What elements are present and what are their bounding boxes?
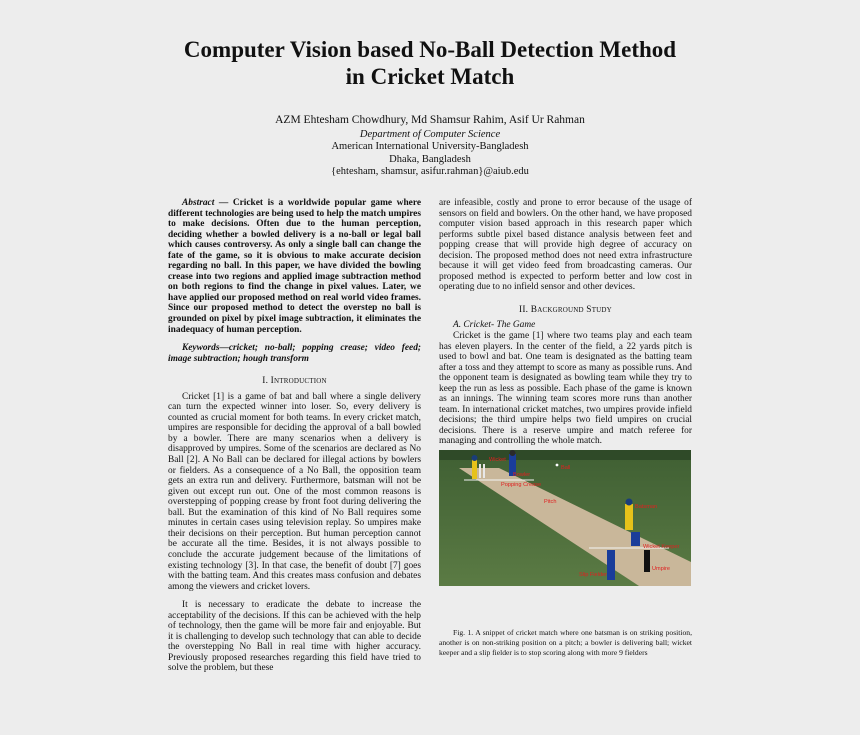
- author-department: Department of Computer Science: [359, 128, 501, 140]
- label-umpire: Umpire: [652, 566, 671, 573]
- intro-continuation: are infeasible, costly and prone to error because of the usage of sensors on field and bowlers. On the other hand, we have proposed computer vision based approach in this research paper which performs subtle pixel based distance analysis between feet and popping crease that will provide high degree of accuracy on decision. The proposed method does not need extra infrastructure because it will get video feed from broadcasting cameras. Our proposed method is expected to perform better and low cost in operating due to no infield sensor and other devices.: [439, 198, 692, 293]
- subsection-a-heading: A. Cricket- The Game: [453, 320, 536, 331]
- label-ball: Ball: [561, 465, 571, 472]
- abstract: [168, 198, 421, 335]
- section-2-heading: II. Background Study: [519, 304, 612, 315]
- author-block: [180, 114, 680, 179]
- label-wicket: Wicket: [489, 457, 506, 464]
- author-names: AZM Ehtesham Chowdhury, Md Shamsur Rahim, Asif Ur Rahman: [275, 114, 585, 126]
- section-1-heading: I. Introduction: [262, 376, 327, 387]
- intro-paragraph-1: Cricket [1] is a game of bat and ball where a single delivery can turn the expected winner into loser. So, every delivery is counted as crucial moment for both teams. In every cricket match, umpires are responsible for deciding the approval of a ball bowled by a bowler. There are many scenarios when a delivery is disapproved by umpires. Some of the scenarios are declared as No Ball [2]. A No Ball can be declared for illegal actions by bowlers or fielders. As a consequence of a No Ball, the opposition team gets an extra run and delivery. Furthermore, batsman will not be given out except run out. One of the most common reasons is overstepping of popping crease by front foot during delivering the ball. But the examination of this kind of No Ball requires some minutes in certain cases using television replay. So umpires make their decisions on their perception. But human perception cannot be accurate all the time. Besides, it is not always possible to conclude the accurate judgement because of the limitations of existing technology [3]. In that case, the benefit of doubt [7] goes with the batting team. And this creates mass confusion and debates among the viewers and cricket lovers.: [168, 391, 421, 592]
- non-striker-helmet: [472, 455, 478, 461]
- striker-batsman: [625, 504, 633, 530]
- author-university: American International University-Bangladesh: [331, 141, 529, 152]
- figure-1-image: [439, 450, 691, 586]
- wicket-keeper-figure: [631, 532, 640, 546]
- label-slip-fielder: Slip Fielder: [579, 572, 607, 579]
- title-line-1: Computer Vision based No-Ball Detection Method: [183, 37, 677, 62]
- background-paragraph-1: Cricket is the game [1] where two teams play and each team has eleven players. In the center of the field, a 22 yards pitch is used to bowl and bat. One team is designated as the batting team after a toss and they attempt to score as many as possible runs. And the opponent team is designated as bowling team while they try to keep the run as less as possible. Each phase of the game is known as an innings. The winning team scores more runs than another team. In international cricket matches, two umpires provide infield decisions; the third umpire helps two field umpires on crucial decisions. There is a reserve umpire and match referee for managing and controlling the whole match.: [439, 331, 692, 447]
- abstract-label: Abstract: [182, 198, 215, 208]
- right-column: [439, 198, 692, 657]
- wicket-stumps-far: [479, 464, 481, 478]
- ball-icon: [556, 464, 559, 467]
- label-batsman: Batsman: [635, 504, 658, 511]
- label-popping-crease: Popping Crease: [501, 482, 542, 489]
- keywords: Keywords—cricket; no-ball; popping crease; video feed; image subtraction; hough transform: [168, 343, 421, 364]
- label-pitch: Pitch: [544, 499, 557, 506]
- non-striker-batsman: [472, 459, 477, 479]
- label-wicket-keeper: Wicket Keeper: [643, 544, 680, 551]
- figure-1-caption: Fig. 1. A snippet of cricket match where one batsman is on striking position, another is on non-striking position on a pitch; a bowler is delivering ball; wicket keeper and a slip fielder is to stop scoring along with more 9 fielders: [439, 628, 692, 657]
- left-column: [168, 198, 421, 674]
- author-city: Dhaka, Bangladesh: [389, 153, 471, 165]
- title-line-2: in Cricket Match: [345, 64, 515, 89]
- author-emails: {ehtesham, shamsur, asifur.rahman}@aiub.edu: [331, 166, 529, 177]
- striker-helmet: [626, 499, 633, 506]
- slip-fielder-figure: [607, 550, 615, 580]
- paper-title: [120, 36, 740, 90]
- bowler-head: [510, 450, 516, 456]
- wicket-stumps-far-2: [483, 464, 485, 478]
- label-bowler: Bowler: [513, 472, 531, 479]
- intro-paragraph-2: It is necessary to eradicate the debate to increase the acceptability of the decisions. If this can be achieved with the help of technology, then the game will be more fair and enjoyable. But it is challenging to develop such technology that can able to decide the overstepping No Ball in real time with higher accuracy. Previously proposed researches regarding this field have tried to solve the problem, but these: [168, 600, 421, 674]
- abstract-text: — Cricket is a worldwide popular game where different technologies are being used to help the match umpires to make decisions. Often due to the human perception, deciding whether a bowled delivery is a no-ball or legal ball which causes controversy. As only a single ball can change the fate of the game, so it is obvious to make accurate decision regarding no ball. In this paper, we have divided the bowling crease into two regions and applied image subtraction method on both regions to find the change in pixel values. Later, we have applied our proposed method on real world video frames. Since our proposed method to detect the overstep no ball is grounded on pixel by pixel image subtraction, it eliminates the inadequacy of human perception.: [168, 198, 421, 335]
- umpire-figure: [644, 550, 650, 572]
